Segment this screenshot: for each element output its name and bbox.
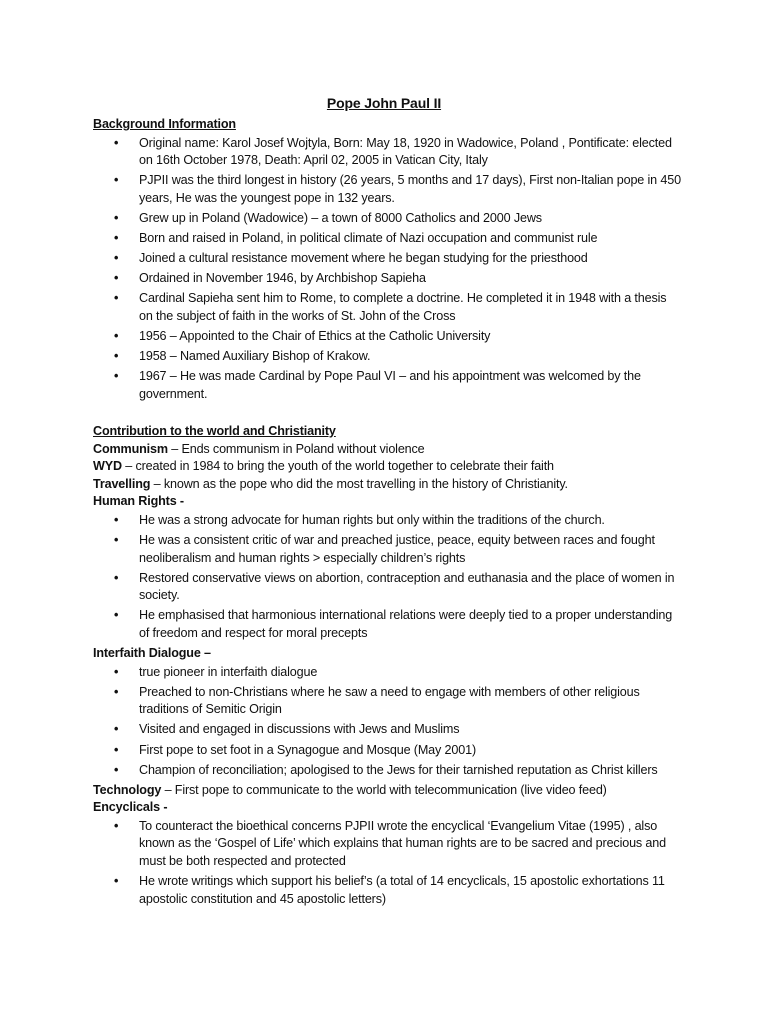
encyclicals-line <box>93 799 683 817</box>
communism-label: Communism <box>93 441 168 456</box>
encyclicals-list <box>93 818 683 908</box>
list-item: • To counteract the bioethical concerns PJPII wrote the encyclical ‘Evangelium Vitae (1995) , also known as the ‘Gospel of Life’ which explains that human rights are to be sacred and precious and must be both respected and protected <box>93 818 683 871</box>
communism-line <box>93 441 683 459</box>
list-item: • Born and raised in Poland, in political climate of Nazi occupation and communist rule <box>93 230 683 248</box>
interfaith-line <box>93 645 683 663</box>
list-item: • PJPII was the third longest in history (26 years, 5 months and 17 days), First non-Italian pope in 450 years, He was the youngest pope in 132 years. <box>93 172 683 207</box>
travelling-text: – known as the pope who did the most travelling in the history of Christianity. <box>150 476 568 491</box>
wyd-line <box>93 458 683 476</box>
travelling-line <box>93 476 683 494</box>
list-item: • He was a strong advocate for human rights but only within the traditions of the church. <box>93 512 683 530</box>
list-item: • Grew up in Poland (Wadowice) – a town of 8000 Catholics and 2000 Jews <box>93 210 683 228</box>
list-item: • true pioneer in interfaith dialogue <box>93 664 683 682</box>
list-item: • 1967 – He was made Cardinal by Pope Paul VI – and his appointment was welcomed by the government. <box>93 368 683 403</box>
interfaith-list <box>93 664 683 780</box>
communism-text: – Ends communism in Poland without violence <box>167 441 425 456</box>
list-item: • He was a consistent critic of war and preached justice, peace, equity between races and fought neoliberalism and human rights > especially children’s rights <box>93 532 683 567</box>
encyclicals-label: Encyclicals - <box>93 800 168 815</box>
list-item: • Cardinal Sapieha sent him to Rome, to complete a doctrine. He completed it in 1948 with a thesis on the subject of faith in the works of St. John of the Cross <box>93 290 683 325</box>
human-rights-list <box>93 512 683 643</box>
section-spacer <box>93 406 683 423</box>
list-item: • Ordained in November 1946, by Archbishop Sapieha <box>93 270 683 288</box>
list-item: • He wrote writings which support his belief’s (a total of 14 encyclicals, 15 apostolic exhortations 11 apostolic constitution and 45 apostolic letters) <box>93 873 683 908</box>
page-title: Pope John Paul II <box>326 95 442 111</box>
background-heading: Background Information <box>93 117 236 131</box>
technology-line <box>93 782 683 800</box>
document-body <box>93 116 683 911</box>
background-list <box>93 135 683 404</box>
list-item: • 1956 – Appointed to the Chair of Ethics at the Catholic University <box>93 328 683 346</box>
list-item: • Original name: Karol Josef Wojtyla, Born: May 18, 1920 in Wadowice, Poland , Pontificate: elected on 16th October 1978, Death: April 02, 2005 in Vatican City, Italy <box>93 135 683 170</box>
list-item: • 1958 – Named Auxiliary Bishop of Krakow. <box>93 348 683 366</box>
list-item: • Champion of reconciliation; apologised to the Jews for their tarnished reputation as Christ killers <box>93 762 683 780</box>
list-item: • He emphasised that harmonious international relations were deeply tied to a proper understanding of freedom and respect for moral precepts <box>93 607 683 642</box>
technology-text: – First pope to communicate to the world with telecommunication (live video feed) <box>161 782 607 797</box>
interfaith-label: Interfaith Dialogue – <box>93 646 211 661</box>
contribution-heading: Contribution to the world and Christianity <box>93 423 336 438</box>
list-item: • First pope to set foot in a Synagogue and Mosque (May 2001) <box>93 742 683 760</box>
wyd-label: WYD <box>93 459 122 474</box>
list-item: • Visited and engaged in discussions with Jews and Muslims <box>93 721 683 739</box>
list-item: • Joined a cultural resistance movement where he began studying for the priesthood <box>93 250 683 268</box>
human-rights-line <box>93 493 683 511</box>
human-rights-label: Human Rights - <box>93 494 184 509</box>
technology-label: Technology <box>93 782 162 797</box>
list-item: • Preached to non-Christians where he saw a need to engage with members of other religious traditions of Semitic Origin <box>93 684 683 719</box>
list-item: • Restored conservative views on abortion, contraception and euthanasia and the place of women in society. <box>93 570 683 605</box>
wyd-text: – created in 1984 to bring the youth of the world together to celebrate their faith <box>121 459 554 474</box>
travelling-label: Travelling <box>93 476 151 491</box>
